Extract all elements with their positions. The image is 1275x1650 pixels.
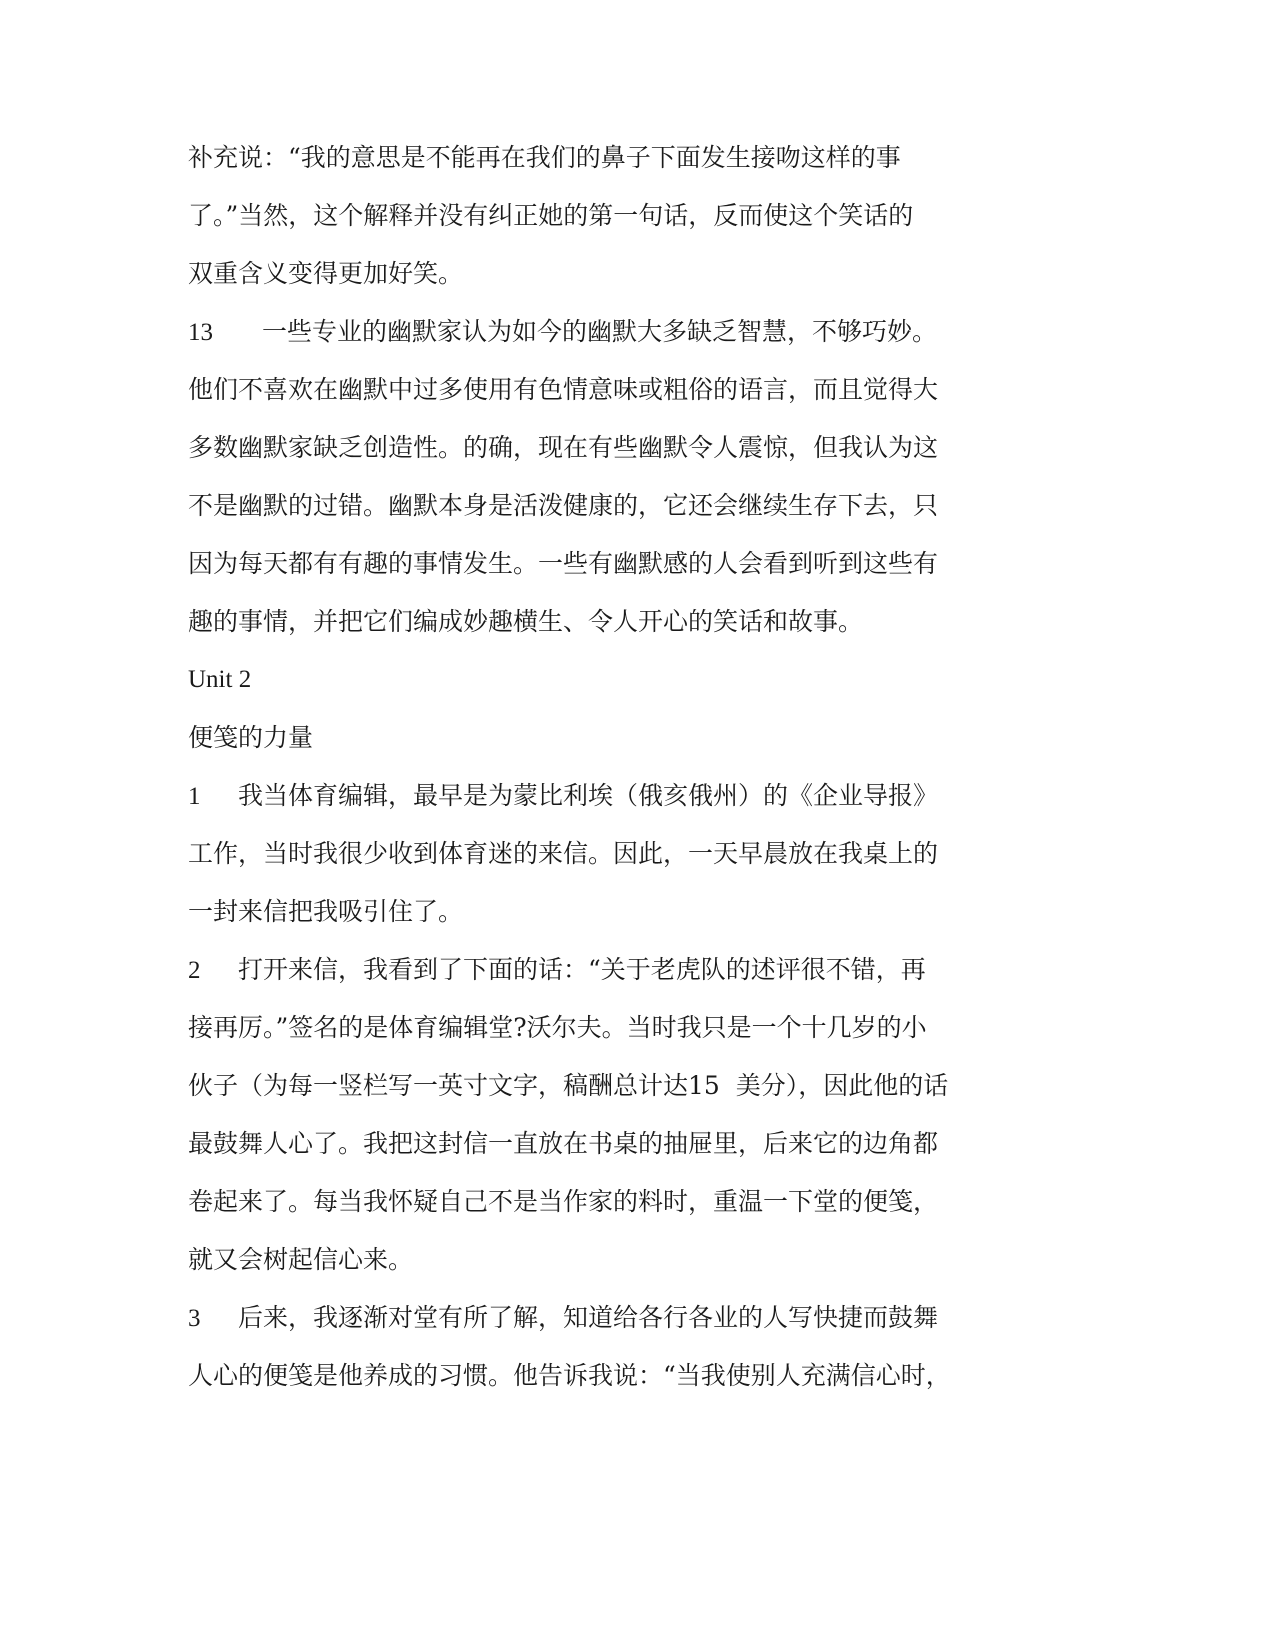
paragraph-3-first-line <box>188 1302 938 1335</box>
text-line: 最鼓舞人心了。我把这封信一直放在书桌的抽屉里，后来它的边角都 <box>188 1129 939 1158</box>
text-line: 卷起来了。每当我怀疑自己不是当作家的料时，重温一下堂的便笺， <box>188 1187 939 1216</box>
chapter-title: 便笺的力量 <box>188 723 314 752</box>
text-line: 一些专业的幽默家认为如今的幽默大多缺乏智慧，不够巧妙。 <box>262 317 938 346</box>
paragraph-number: 1 <box>188 783 201 810</box>
text-line: 了。”当然，这个解释并没有纠正她的第一句话，反而使这个笑话的 <box>188 201 914 230</box>
text-line: 伙子（为每一竖栏写一英寸文字，稿酬总计达15 美分），因此他的话 <box>188 1071 949 1100</box>
text-line: 多数幽默家缺乏创造性。的确，现在有些幽默令人震惊，但我认为这 <box>188 433 939 462</box>
paragraph-1-first-line <box>188 780 938 813</box>
paragraph-number: 13 <box>188 319 213 346</box>
text-line: 不是幽默的过错。幽默本身是活泼健康的，它还会继续生存下去，只 <box>188 491 939 520</box>
text-line: 打开来信，我看到了下面的话：“关于老虎队的述评很不错，再 <box>238 955 926 984</box>
text-line: 趣的事情，并把它们编成妙趣横生、令人开心的笑话和故事。 <box>188 607 864 636</box>
text-line: 就又会树起信心来。 <box>188 1245 414 1274</box>
paragraph-13-first-line <box>188 316 937 349</box>
paragraph-number: 3 <box>188 1305 201 1332</box>
text-line: 我当体育编辑，最早是为蒙比利埃（俄亥俄州）的《企业导报》 <box>238 781 939 810</box>
text-line: 工作，当时我很少收到体育迷的来信。因此，一天早晨放在我桌上的 <box>188 839 939 868</box>
text-line: 双重含义变得更加好笑。 <box>188 259 464 288</box>
text-line: 补充说：“我的意思是不能再在我们的鼻子下面发生接吻这样的事 <box>188 143 901 172</box>
text-line: 一封来信把我吸引住了。 <box>188 897 464 926</box>
text-line: 后来，我逐渐对堂有所了解，知道给各行各业的人写快捷而鼓舞 <box>238 1303 939 1332</box>
unit-heading: Unit 2 <box>188 666 252 693</box>
text-line: 接再厉。”签名的是体育编辑堂?沃尔夫。当时我只是一个十几岁的小 <box>188 1013 927 1042</box>
text-line: 他们不喜欢在幽默中过多使用有色情意味或粗俗的语言，而且觉得大 <box>188 375 939 404</box>
paragraph-2-first-line <box>188 954 926 987</box>
text-line: 人心的便笺是他养成的习惯。他告诉我说：“当我使别人充满信心时， <box>188 1361 951 1390</box>
paragraph-number: 2 <box>188 957 201 984</box>
text-line: 因为每天都有有趣的事情发生。一些有幽默感的人会看到听到这些有 <box>188 549 939 578</box>
